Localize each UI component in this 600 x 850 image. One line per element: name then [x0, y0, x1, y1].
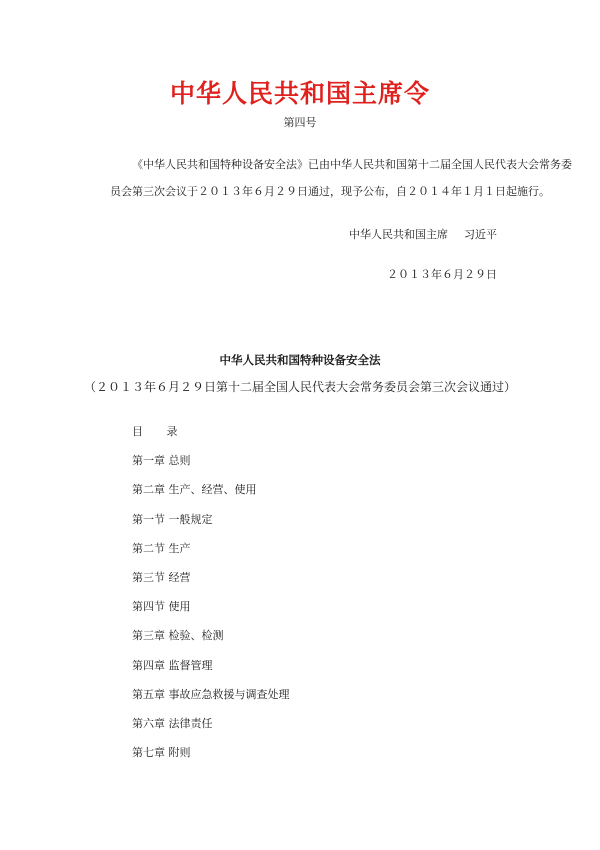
toc-item: 第一章 总则: [132, 454, 191, 468]
signer-title: 中华人民共和国主席: [349, 228, 448, 241]
decree-title: 中华人民共和国主席令: [169, 79, 430, 108]
toc-item: 第五章 事故应急救援与调查处理: [132, 687, 290, 701]
toc-item: 第六章 法律责任: [132, 716, 213, 730]
toc-item: 第四章 监督管理: [132, 658, 213, 672]
decree-body-line-2: 员会第三次会议于２０１３年６月２９日通过，现予公布，自２０１４年１月１日起施行。: [110, 185, 550, 198]
toc-item: 第一节 一般规定: [132, 512, 213, 526]
toc-item: 第四节 使用: [132, 600, 191, 614]
signature-date: ２０１３年６月２９日: [387, 268, 497, 281]
decree-body-line-1: 《中华人民共和国特种设备安全法》已由中华人民共和国第十二届全国人民代表大会常务委: [132, 158, 572, 171]
table-of-contents: [132, 424, 290, 774]
toc-item: 第三章 检验、检测: [132, 629, 224, 643]
toc-item: 第二章 生产、经营、使用: [132, 483, 257, 497]
toc-item: 第七章 附则: [132, 746, 191, 760]
toc-heading: 目 录: [132, 425, 188, 438]
decree-body: [110, 151, 572, 205]
signer-name: 习近平: [464, 228, 497, 241]
signature-block: [349, 226, 497, 242]
law-subtitle: （２０１３年６月２９日第十二届全国人民代表大会常务委员会第三次会议通过）: [83, 380, 516, 394]
toc-item: 第三节 经营: [132, 570, 191, 584]
decree-number: 第四号: [283, 116, 317, 129]
law-title: 中华人民共和国特种设备安全法: [219, 353, 381, 367]
toc-item: 第二节 生产: [132, 541, 191, 555]
